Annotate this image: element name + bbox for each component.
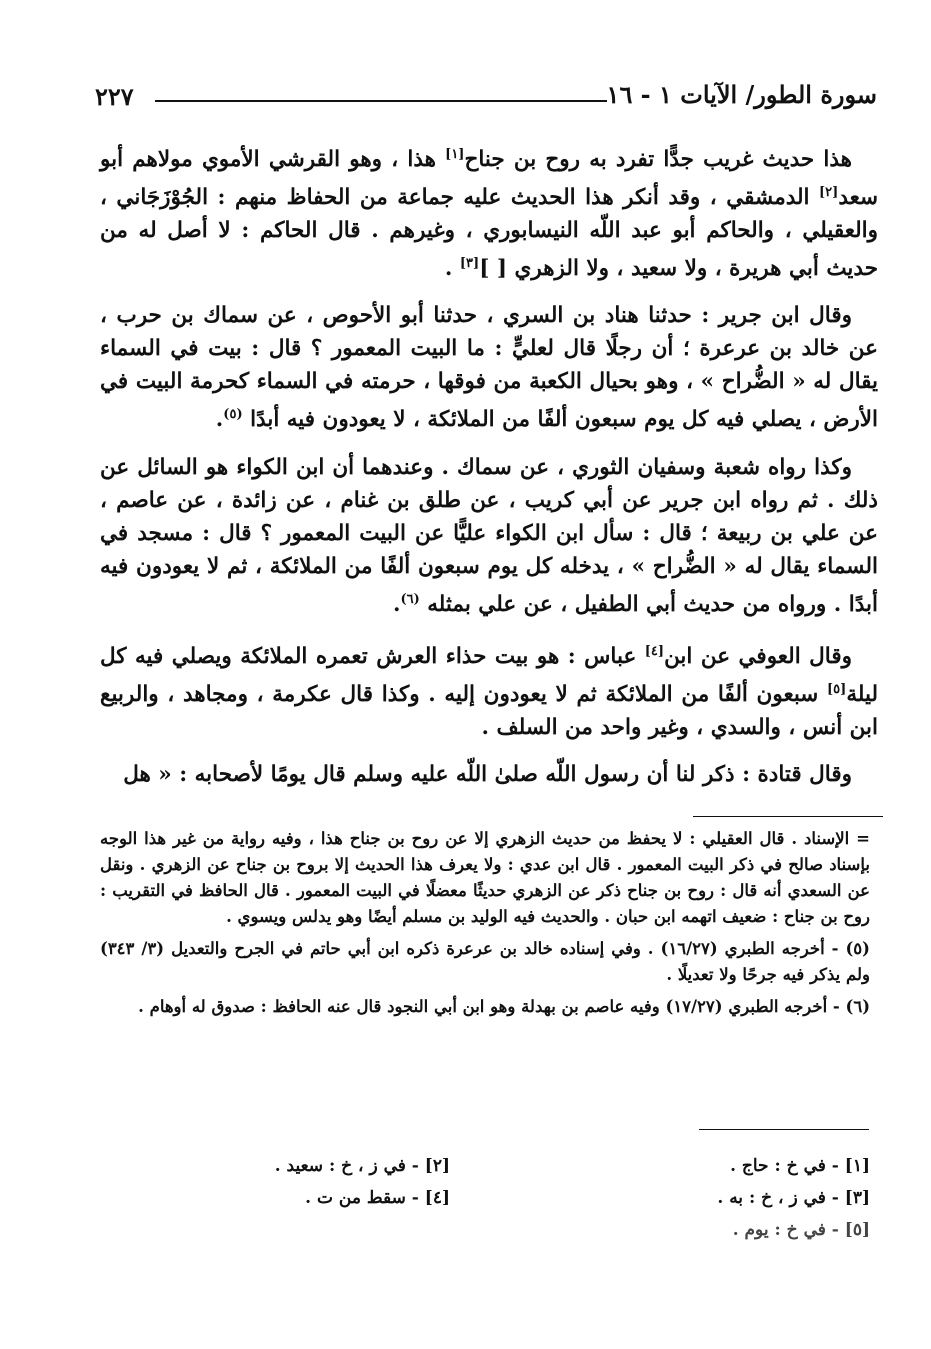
variant-note: [٣] - في ز ، خ : به . [717,1188,870,1208]
page-header [95,80,877,114]
footnote: (٥) - أخرجه الطبري (١٦/٢٧) . وفي إسناده خالد بن عرعرة ذكره ابن أبي حاتم في الجرح والتعديل (٣/ ٣٤٣) ولم يذكر فيه جرحًا ولا تعديلًا . [100,939,870,984]
text-segment: عباس : هو بيت حذاء العرش تعمره الملائكة ويصلي فيه كل ليلة [100,643,878,708]
footnote-ref: [٥] [827,681,847,697]
text-segment: . [392,591,401,617]
footnotes [100,826,870,1026]
variant-notes [100,1148,870,1258]
text-segment: وكذا رواه شعبة وسفيان الثوري ، عن سماك . وعندهما أن ابن الكواء هو السائل عن ذلك . ثم رواه ابن جرير عن أبي كريب ، عن طلق بن غنام ، عن زائدة ، عن عاصم ، عن علي بن ربيعة ؛ قال : سأل ابن الكواء عليًّا عن البيت المعمور ؟ قال : مسجد في السماء يقال له « الضُّراح » ، يدخله كل يوم سبعون ألفًا من الملائكة ، ثم لا يعودون فيه أبدًا . ورواه من حديث أبي الطفيل ، عن علي بمثله [100,454,878,617]
footnote-ref: (٦) [400,591,420,607]
footnote: = الإسناد . قال العقيلي : لا يحفظ من حديث الزهري إلا عن روح بن جناح هذا ، وفيه رواية من غير هذا الوجه بإسناد صالح في ذكر البيت المعمور . قال ابن عدي : ولا يعرف هذا الحديث إلا بروح بن جناح عن الزهري . ونقل عن السعدي أنه قال : روح بن جناح ذكر عن الزهري حديثًا معضلًا في البيت المعمور . قال الحافظ في التقريب : روح بن جناح : ضعيف اتهمه ابن حبان . والحديث فيه الوليد بن مسلم أيضًا وهو يدلس ويسوي . [100,829,870,926]
paragraph [100,299,878,436]
text-segment: . [215,407,224,433]
variant-note: [٢] - في ز ، خ : سعيد . [274,1156,450,1176]
header-rule [155,100,607,102]
text-segment: هذا ، وهو القرشي الأموي مولاهم أبو سعد [100,147,878,211]
footnote-ref: [٤] [644,643,665,659]
paragraph [100,138,878,285]
footnote: (٦) - أخرجه الطبري (١٧/٢٧) وفيه عاصم بن بهدلة وهو ابن أبي النجود قال عنه الحافظ : صدوق له أوهام . [138,997,870,1016]
text-segment: وقال ابن جرير : حدثنا هناد بن السري ، حدثنا أبو الأحوص ، عن سماك بن حرب ، عن خالد بن عرعرة ؛ أن رجلًا قال لعليٍّ : ما البيت المعمور ؟ قال : بيت في السماء يقال له « الضُّراح » ، وهو بحيال الكعبة من فوقها ، حرمته في السماء كحرمة البيت في الأرض ، يصلي فيه كل يوم سبعون ألفًا من الملائكة ، لا يعودون فيه أبدًا [100,303,878,433]
footnote-separator [693,816,883,817]
page-number: ٢٢٧ [95,82,134,111]
text-segment: الدمشقي ، وقد أنكر هذا الحديث عليه جماعة من الحفاظ منهم : الجُوْزَجَاني ، والعقيلي ، والحاكم أبو عبد اللّه النيسابوري ، وغيرهم . قال الحاكم : لا أصل له من حديث أبي هريرة ، ولا سعيد ، ولا الزهري [ ] [100,185,878,282]
variant-note: [٥] - في خ : يوم . [732,1220,870,1240]
paragraph [100,758,878,791]
text-segment: . [444,256,460,282]
variant-note: [١] - في خ : حاج . [730,1156,870,1176]
paragraph [100,635,878,744]
footnote-ref: [١] [445,147,465,162]
text-segment: سبعون ألفًا من الملائكة ثم لا يعودون إليه . وكذا قال عكرمة ، ومجاهد ، والربيع ابن أنس ، والسدي ، وغير واحد من السلف . [100,682,878,741]
footnote-ref: (٥) [223,407,243,423]
footnote-ref: [٣] [459,256,480,272]
running-title: سورة الطور/ الآيات ١ - ١٦ [606,80,877,109]
paragraph [100,451,878,621]
main-text [100,138,878,805]
variant-notes-separator [699,1129,869,1130]
text-segment: وقال العوفي عن ابن [664,643,852,669]
footnote-ref: [٢] [819,185,839,201]
variant-note: [٤] - سقط من ت . [305,1188,450,1208]
text-segment: هذا حديث غريب جدًّا تفرد به روح بن جناح [464,147,852,173]
text-segment: وقال قتادة : ذكر لنا أن رسول اللّه صلىٰ اللّه عليه وسلم قال يومًا لأصحابه : « هل [123,762,852,788]
